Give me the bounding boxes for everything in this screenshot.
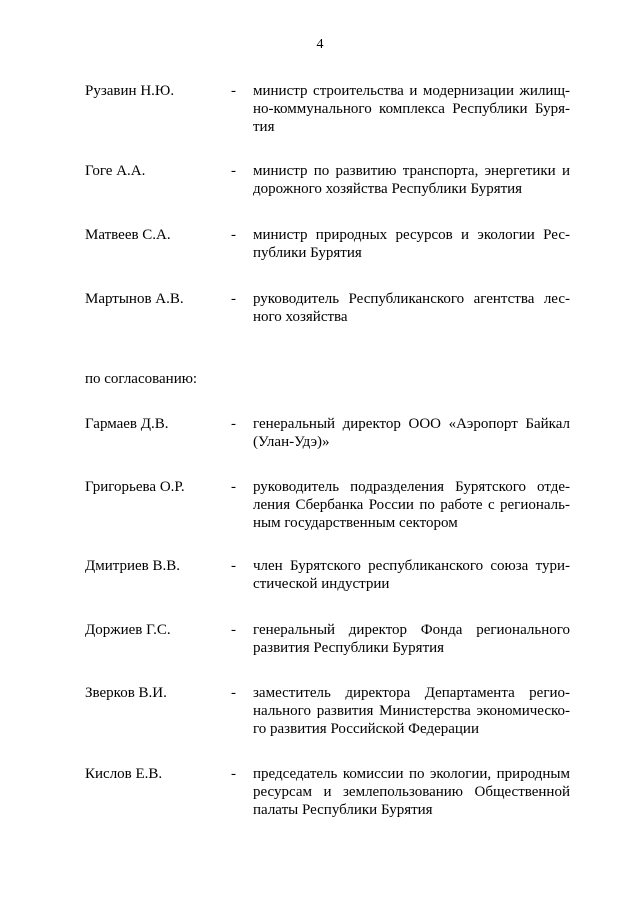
role-line: стической индустрии (253, 576, 390, 592)
member-entry (85, 162, 570, 222)
member-name: Кислов Е.В. (85, 766, 163, 782)
member-name: Рузавин Н.Ю. (85, 83, 175, 99)
member-name: Зверков В.И. (85, 685, 167, 701)
role-line: (Улан-Удэ)» (253, 434, 330, 450)
role-line: ным государственным сектором (253, 515, 458, 531)
member-role (253, 621, 570, 657)
role-line: генеральный директор ООО «Аэропорт Байкал (253, 416, 570, 432)
role-line: палаты Республики Бурятия (253, 802, 433, 818)
member-entry (85, 557, 570, 617)
dash-separator: - (231, 163, 236, 179)
dash-separator: - (231, 227, 236, 243)
member-entry (85, 478, 570, 538)
member-role (253, 478, 570, 532)
member-name: Григорьева О.Р. (85, 479, 185, 495)
section-label: по согласованию: (85, 371, 198, 387)
role-line: член Бурятского республиканского союза тури- (253, 558, 570, 574)
member-entry (85, 290, 570, 350)
role-line: развития Республики Бурятия (253, 640, 445, 656)
role-line: го развития Российской Федерации (253, 721, 479, 737)
member-entry (85, 226, 570, 286)
member-name: Дмитриев В.В. (85, 558, 181, 574)
member-role (253, 415, 570, 451)
role-line: министр по развитию транспорта, энергетики и (253, 163, 570, 179)
member-name: Мартынов А.В. (85, 291, 184, 307)
role-line: руководитель Республиканского агентства лес- (253, 291, 570, 307)
page-number: 4 (316, 37, 324, 52)
member-name: Матвеев С.А. (85, 227, 171, 243)
member-entry (85, 684, 570, 744)
dash-separator: - (231, 622, 236, 638)
role-line: министр строительства и модернизации жилищ- (253, 83, 570, 99)
member-role (253, 162, 570, 198)
role-line: дорожного хозяйства Республики Бурятия (253, 181, 523, 197)
dash-separator: - (231, 766, 236, 782)
role-line: ного хозяйства (253, 309, 348, 325)
member-role (253, 684, 570, 738)
member-name: Гармаев Д.В. (85, 416, 169, 432)
member-role (253, 765, 570, 819)
role-line: но-коммунального комплекса Республики Буря- (253, 101, 570, 117)
dash-separator: - (231, 416, 236, 432)
dash-separator: - (231, 83, 236, 99)
dash-separator: - (231, 291, 236, 307)
member-role (253, 557, 570, 593)
role-line: генеральный директор Фонда регионального (253, 622, 570, 638)
dash-separator: - (231, 479, 236, 495)
role-line: ления Сбербанка России по работе с региональ- (253, 497, 570, 513)
member-entry (85, 415, 570, 475)
role-line: публики Бурятия (253, 245, 362, 261)
role-line: председатель комиссии по экологии, природным (253, 766, 570, 782)
role-line: ресурсам и землепользованию Общественной (253, 784, 570, 800)
member-name: Доржиев Г.С. (85, 622, 171, 638)
member-name: Гоге А.А. (85, 163, 146, 179)
member-entry (85, 82, 570, 142)
member-role (253, 226, 570, 262)
role-line: руководитель подразделения Бурятского отде- (253, 479, 570, 495)
role-line: нального развития Министерства экономическо- (253, 703, 570, 719)
member-role (253, 290, 570, 326)
dash-separator: - (231, 558, 236, 574)
member-role (253, 82, 570, 136)
role-line: министр природных ресурсов и экологии Рес- (253, 227, 570, 243)
dash-separator: - (231, 685, 236, 701)
role-line: заместитель директора Департамента регио- (253, 685, 570, 701)
role-line: тия (253, 119, 275, 135)
member-entry (85, 765, 570, 825)
member-entry (85, 621, 570, 681)
